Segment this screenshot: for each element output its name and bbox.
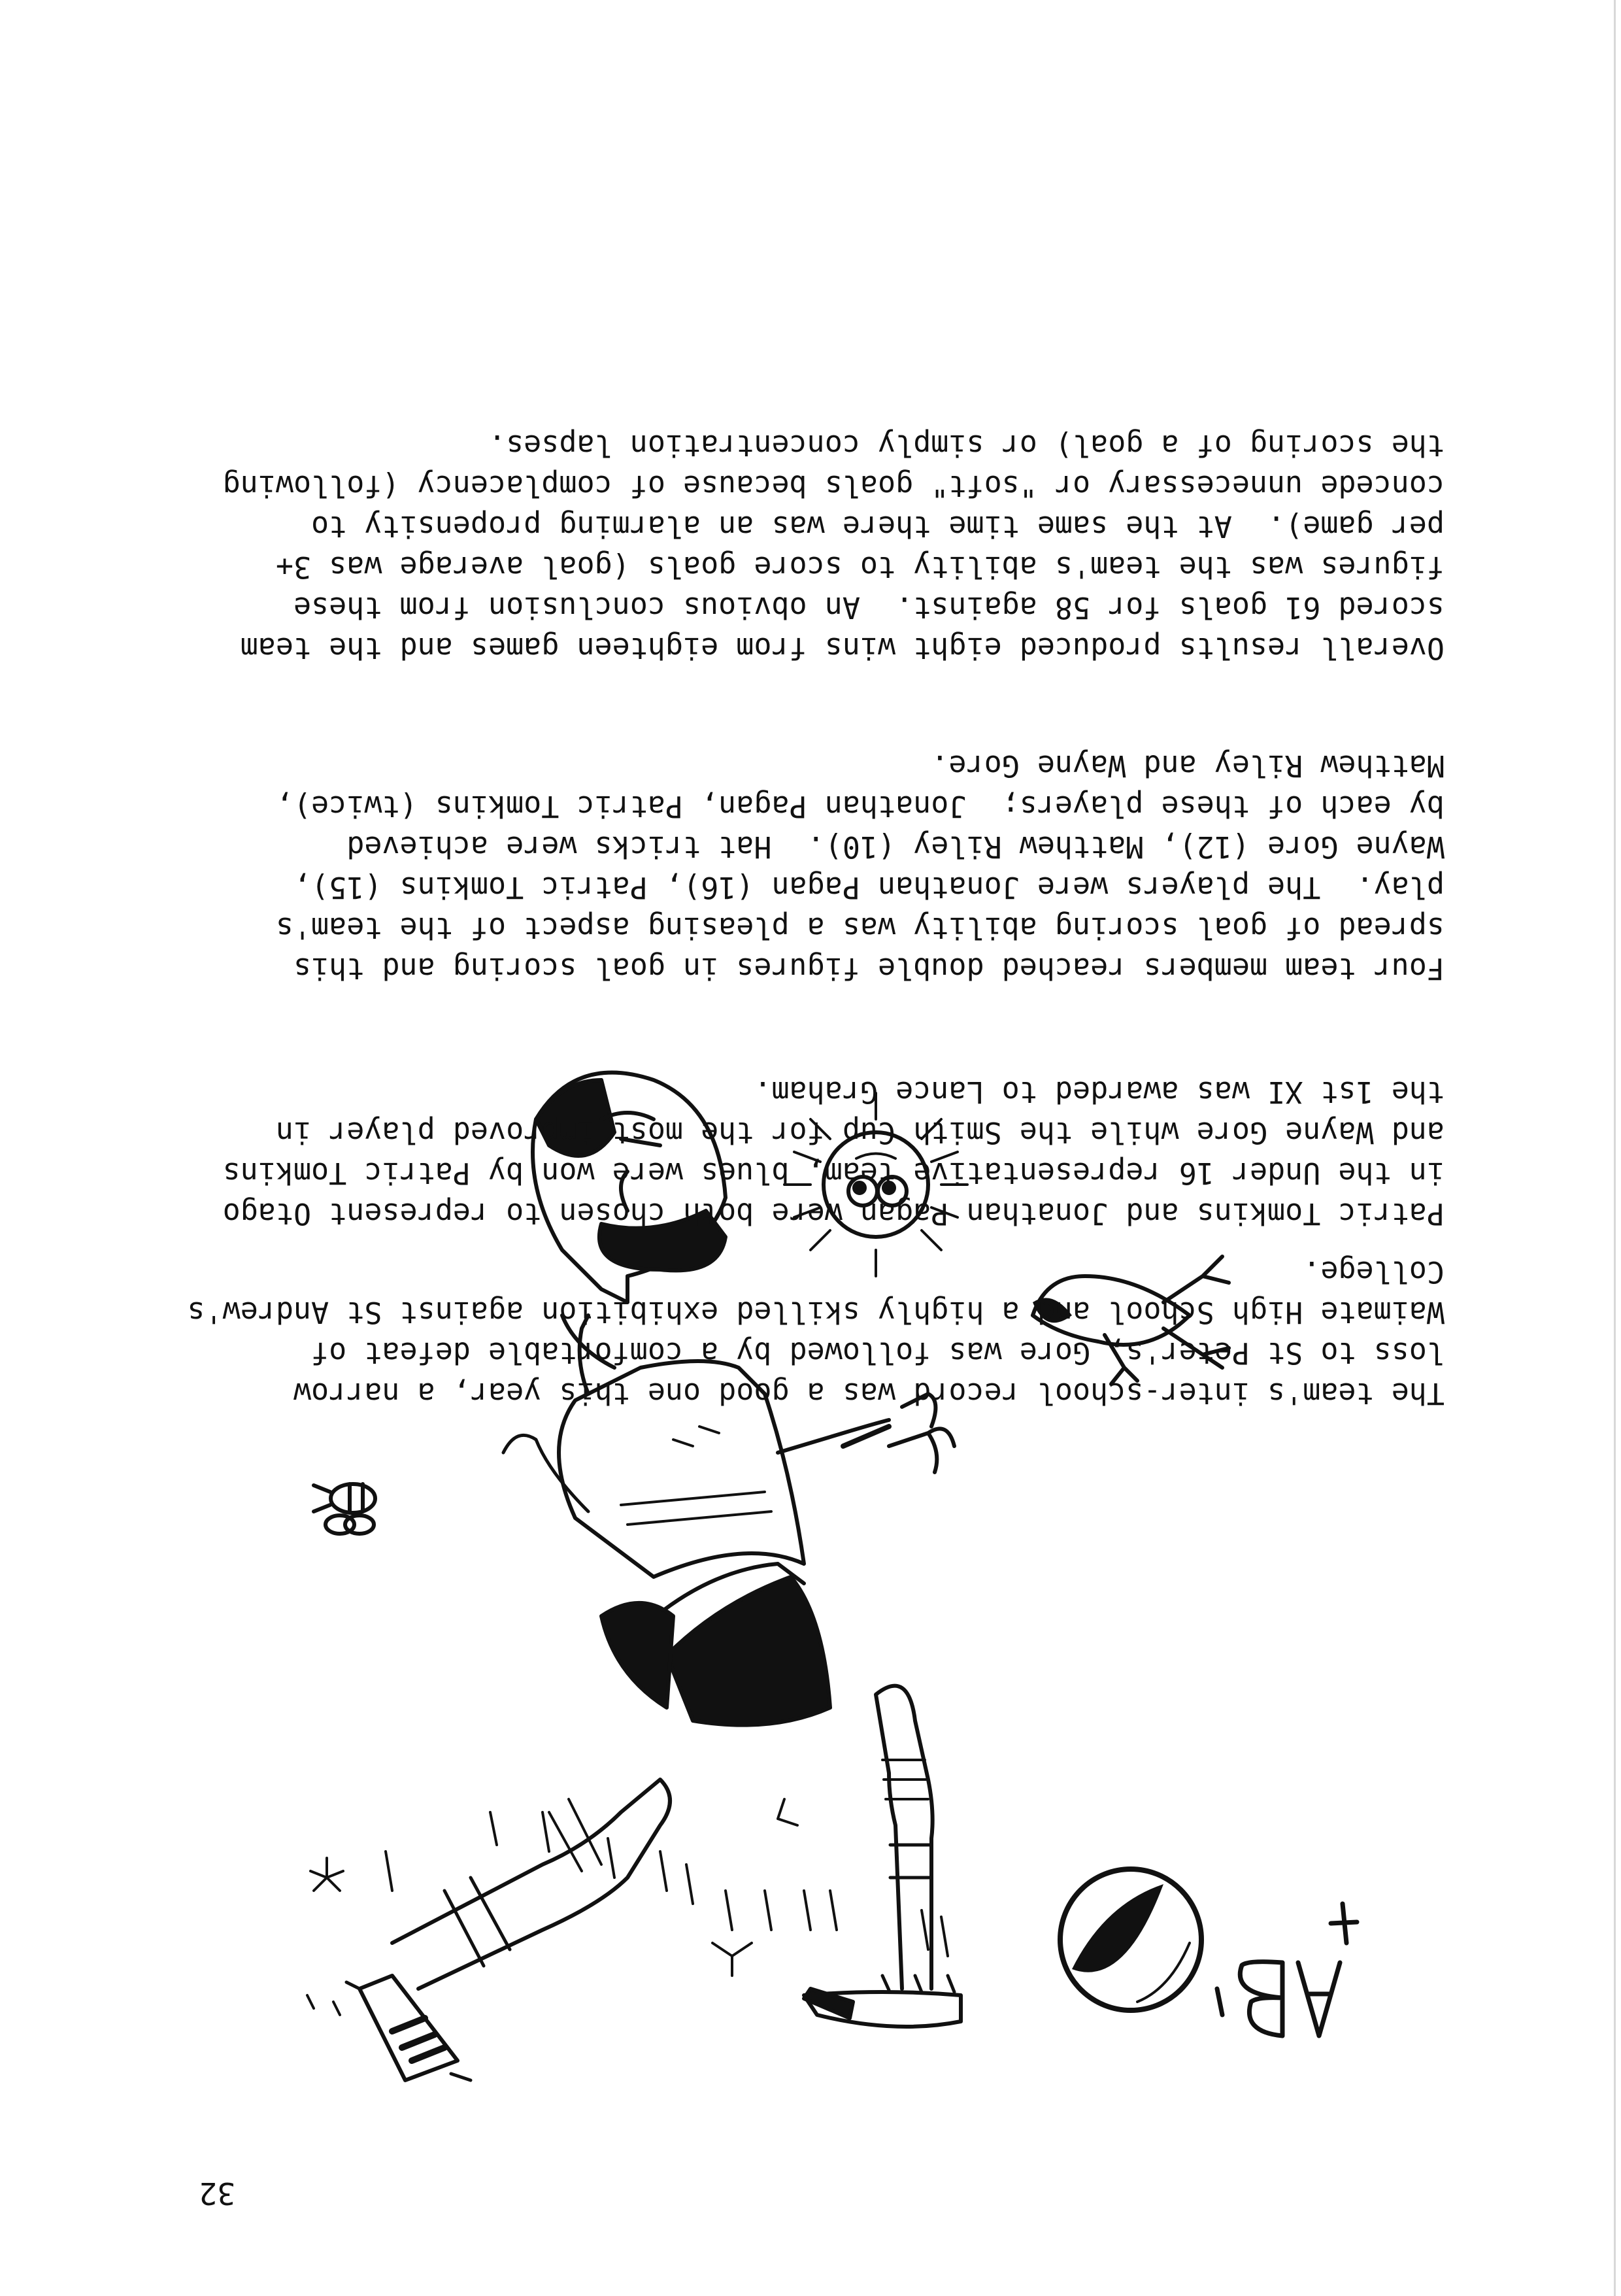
text-line: the 1st XI was awarded to Lance Graham. bbox=[754, 1075, 1445, 1109]
text-line: play. The players were Jonathan Pagan (16), Patric Tomkins (15), bbox=[293, 870, 1445, 905]
shorts bbox=[601, 1564, 830, 1725]
left-leg bbox=[876, 1686, 933, 1989]
text-line: Matthew Riley and Wayne Gore. bbox=[931, 749, 1445, 783]
right-leg bbox=[392, 1780, 670, 1989]
text-line: by each of these players; Jonathan Pagan, Patric Tomkins (twice), bbox=[275, 789, 1445, 824]
paragraph-inter-school-record bbox=[137, 1251, 1445, 1413]
paragraph-goal-scoring bbox=[137, 745, 1445, 988]
text-line: loss to St Peter's, Gore was followed by a comfortable defeat of bbox=[311, 1336, 1445, 1370]
text-line: the scoring of a goal) or simply concentration lapses. bbox=[488, 428, 1445, 463]
text-line: Four team members reached double figures in goal scoring and this bbox=[293, 951, 1445, 986]
text-line: figures was the team's ability to score goals (goal average was 3+ bbox=[275, 550, 1445, 584]
text-line: Patric Tomkins and Jonathan Pagan were both chosen to represent Otago bbox=[222, 1196, 1445, 1231]
text-line: Overall results produced eight wins from eighteen games and the team bbox=[240, 631, 1445, 666]
text-line: College. bbox=[1303, 1255, 1445, 1289]
text-line: in the Under 16 representative team, blues were won by Patric Tomkins bbox=[222, 1156, 1445, 1190]
text-line: scored 61 goals for 58 against. An obvious conclusion from these bbox=[293, 590, 1445, 625]
artist-signature bbox=[1217, 1904, 1357, 2036]
grass-tufts bbox=[307, 1799, 948, 2015]
left-boot bbox=[804, 1976, 961, 2027]
football bbox=[1060, 1869, 1201, 2010]
page-number: 32 bbox=[199, 2176, 235, 2211]
text-line: The team's inter-school record was a good one this year, a narrow bbox=[293, 1376, 1445, 1411]
right-boot bbox=[346, 1976, 471, 2080]
paragraph-overall-results bbox=[137, 425, 1445, 668]
text-line: Wayne Gore (12), Matthew Riley (10). Hat tricks were achieved bbox=[346, 830, 1445, 864]
text-line: and Wayne Gore while the Smith Cup for the most improved player in bbox=[275, 1115, 1445, 1150]
text-line: per game). At the same time there was an alarming propensity to bbox=[311, 509, 1445, 544]
text-line: Waimate High School and a highly skilled exhibition against St Andrew's bbox=[187, 1295, 1445, 1330]
text-line: spread of goal scoring ability was a pleasing aspect of the team's bbox=[275, 911, 1445, 945]
paragraph-representative-honours bbox=[137, 1072, 1445, 1234]
text-line: concede unnecessary or "soft" goals because of complacency (following bbox=[222, 469, 1445, 503]
bee-icon bbox=[314, 1484, 375, 1534]
